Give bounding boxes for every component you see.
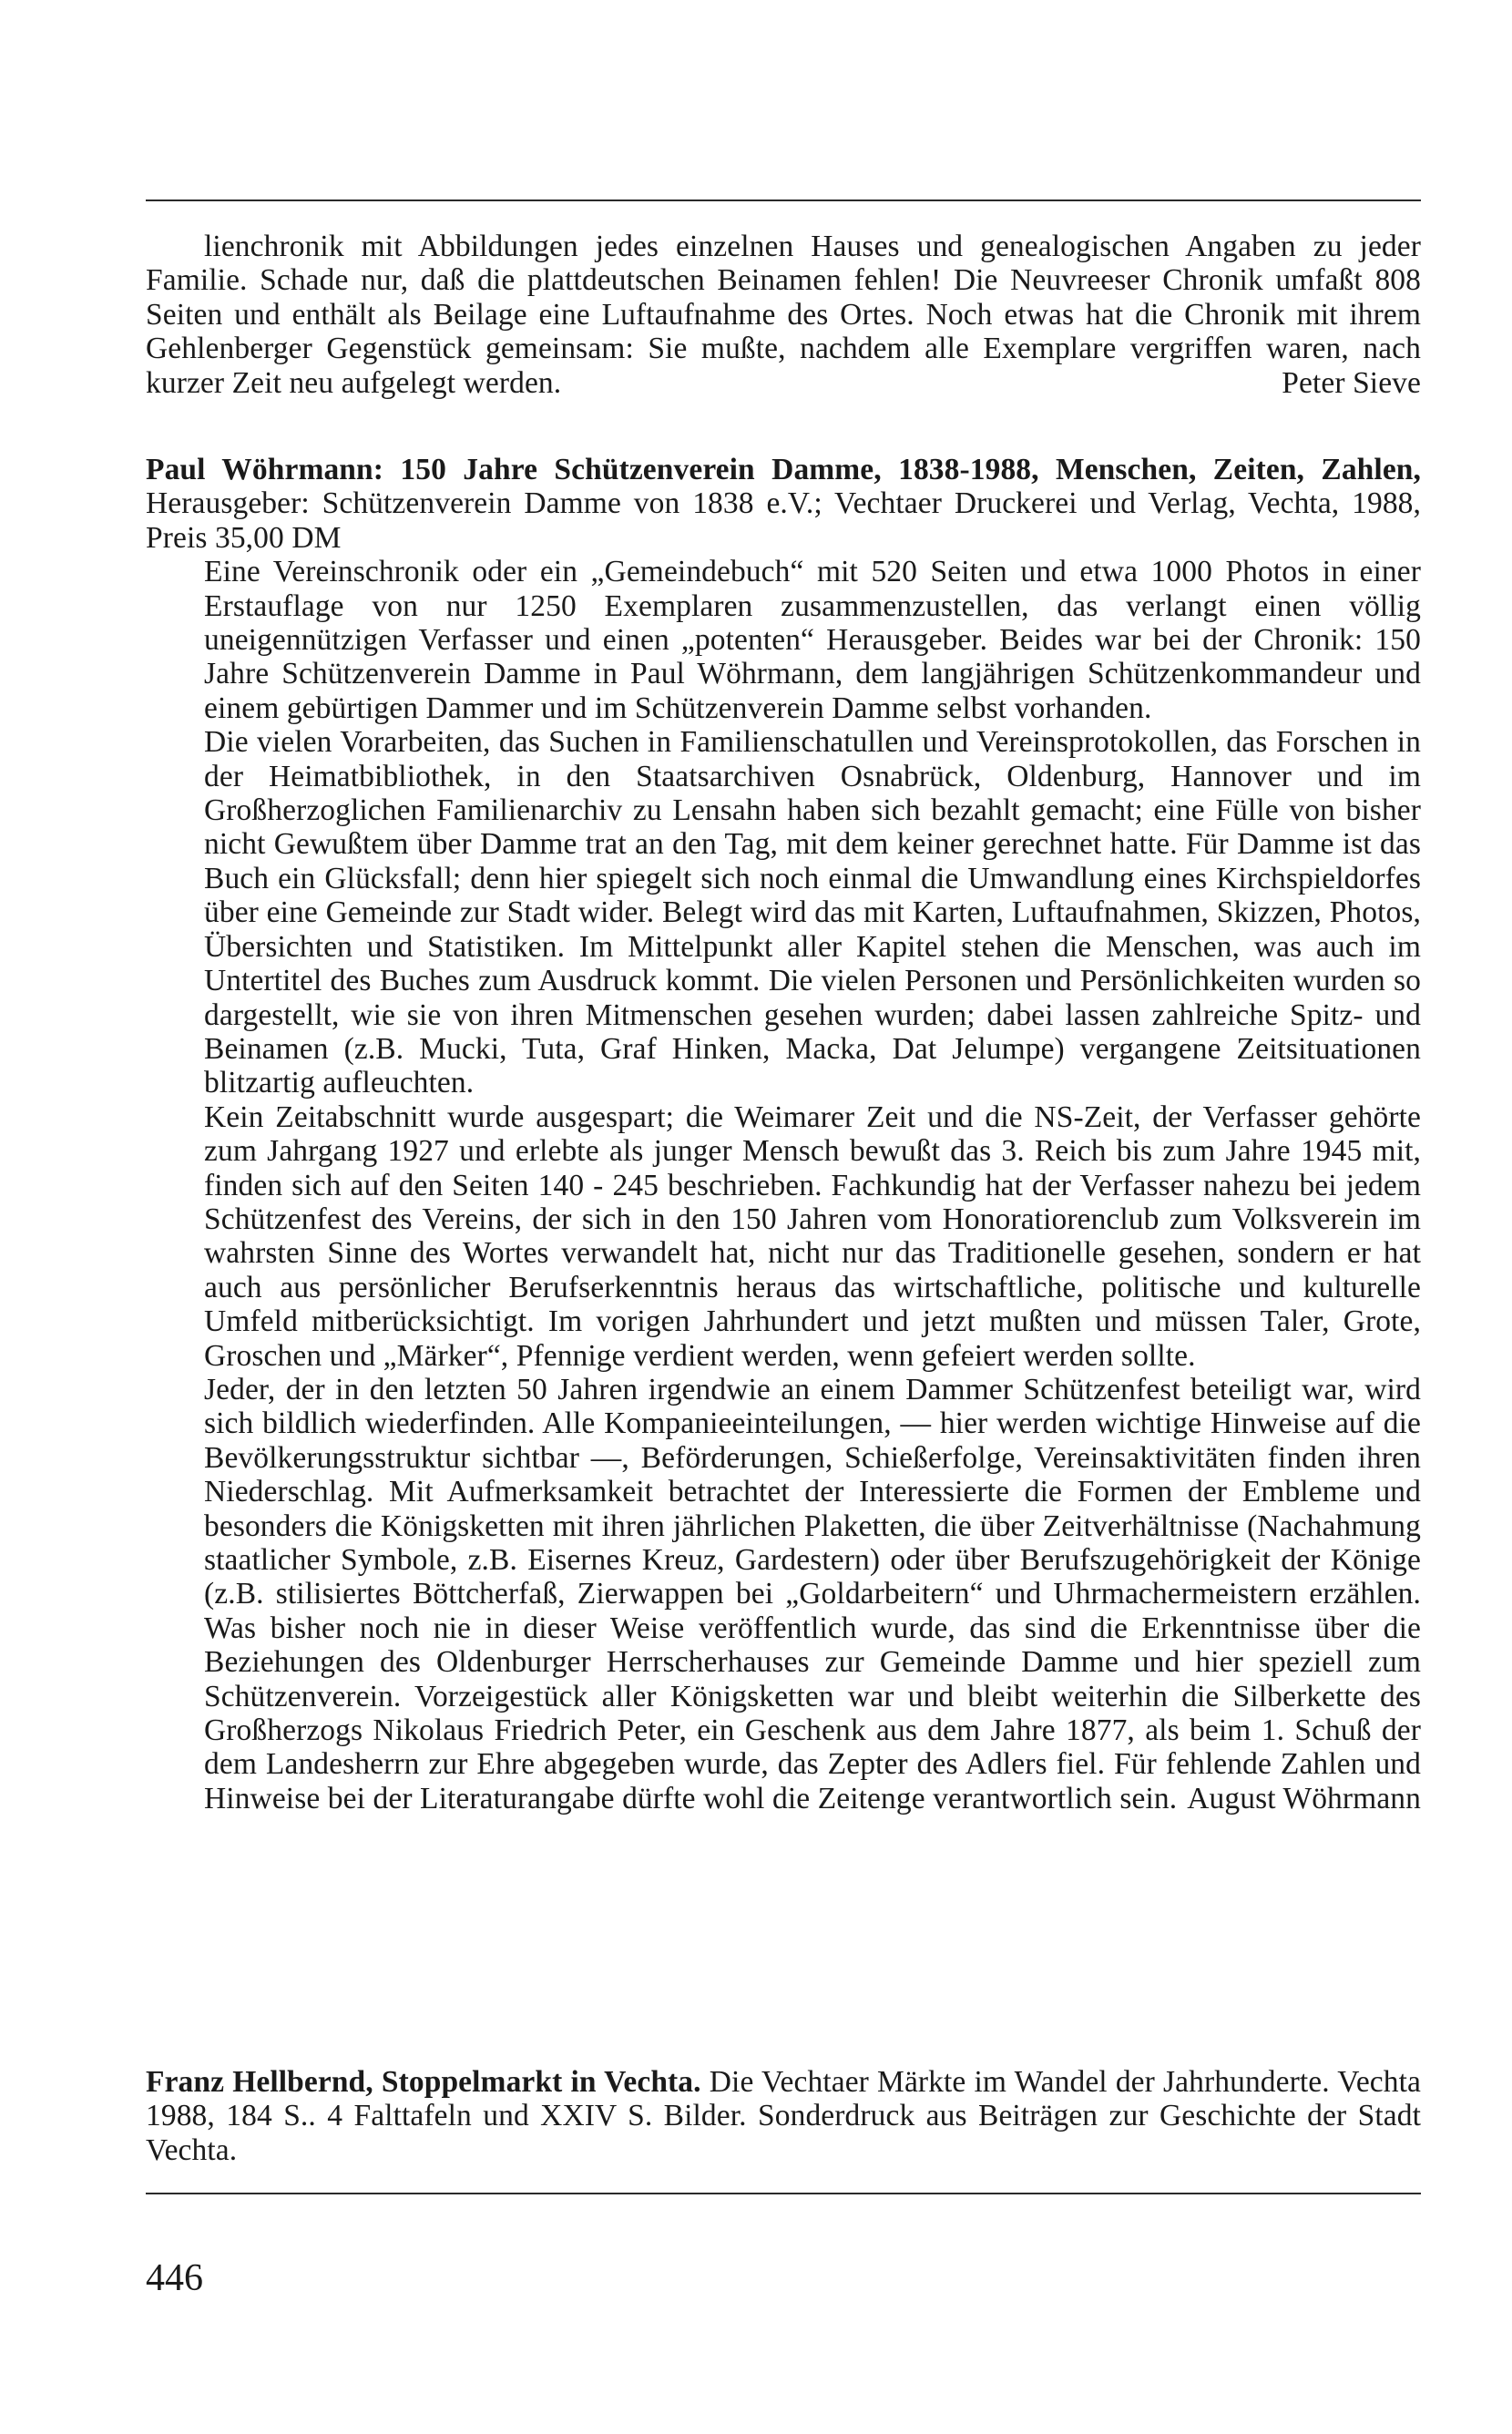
review-woehrmann-paragraph-2: Die vielen Vorarbeiten, das Suchen in Familienschatullen und Vereinsprotokollen, das Forschen in der Heimatbibliothek, in den Staatsarchiven Osnabrück, Oldenburg, Hannover und im Großherzoglichen Familienarchiv zu Lensahn haben sich bezahlt gemacht; eine Fülle von bisher nicht Gewußtem über Damme trat an den Tag, mit dem keiner gerechnet hatte. Für Damme ist das Buch ein Glücksfall; denn hier spiegelt sich noch einmal die Umwandlung eines Kirchspieldorfes über eine Gemeinde zur Stadt wider. Belegt wird das mit Karten, Luftaufnahmen, Skizzen, Photos, Übersichten und Statistiken. Im Mittelpunkt aller Kapitel stehen die Menschen, was auch im Untertitel des Buches zum Ausdruck kommt. Die vielen Personen und Persönlichkeiten wurden so dargestellt, wie sie von ihren Mitmenschen gesehen wurden; dabei lassen zahlreiche Spitz- und Beinamen (z.B. Mucki, Tuta, Graf Hinken, Macka, Dat Jelumpe) vergangene Zeitsituationen blitzartig aufleuchten.: [204, 725, 1421, 1100]
review-hellbernd-heading: [146, 2065, 1421, 2167]
review-woehrmann-body: [146, 555, 1421, 1815]
continuation-paragraph: [146, 230, 1421, 400]
review-woehrmann-title: Paul Wöhrmann: 150 Jahre Schützenverein Damme, 1838-1988, Menschen, Zeiten, Zahlen,: [146, 453, 1421, 486]
continuation-text: lienchronik mit Abbildungen jedes einzelnen Hauses und genealogischen Angaben zu jeder Familie. Schade nur, daß die plattdeutschen Beinamen fehlen! Die Neuvreeser Chronik umfaßt 808 Seiten und enthält als Beilage eine Luftaufnahme des Ortes. Noch etwas hat die Chronik mit ihrem Gehlenberger Gegenstück gemeinsam: Sie mußte, nachdem alle Exemplare vergriffen waren, nach kurzer Zeit neu aufgelegt werden.: [146, 230, 1421, 400]
review-woehrmann-signature: August Wöhrmann: [1187, 1781, 1421, 1815]
review-woehrmann-paragraph-4: [204, 1373, 1421, 1815]
review-woehrmann-heading: [146, 453, 1421, 555]
review-woehrmann: [146, 453, 1421, 1815]
continuation-review: [146, 230, 1421, 400]
page-number: 446: [146, 2257, 203, 2299]
review-woehrmann-publication: Herausgeber: Schützenverein Damme von 1838 e.V.; Vechtaer Druckerei und Verlag, Vechta, 1988, Preis 35,00 DM: [146, 486, 1421, 555]
review-hellbernd-publication: Die Vechtaer Märkte im Wandel der Jahrhunderte. Vechta 1988, 184 S.. 4 Falttafeln und XXIV S. Bilder. Sonderdruck aus Beiträgen zur Geschichte der Stadt Vechta.: [146, 2065, 1421, 2167]
review-woehrmann-paragraph-4-text: Jeder, der in den letzten 50 Jahren irgendwie an einem Dammer Schützenfest beteiligt war, wird sich bildlich wiederfinden. Alle Kompanieeinteilungen, — hier werden wichtige Hinweise auf die Bevölkerungsstruktur sichtbar —, Beförderungen, Schießerfolge, Vereinsaktivitäten finden ihren Niederschlag. Mit Aufmerksamkeit betrachtet der Interessierte die Formen der Embleme und besonders die Königsketten mit ihren jährlichen Plaketten, die über Zeitverhältnisse (Nachahmung staatlicher Symbole, z.B. Eisernes Kreuz, Gardestern) oder über Berufszugehörigkeit der Könige (z.B. stilisiertes Böttcherfaß, Zierwappen bei „Goldarbeitern“ und Uhrmachermeistern erzählen. Was bisher noch nie in dieser Weise veröffentlich wurde, das sind die Erkenntnisse über die Beziehungen des Oldenburger Herrscherhauses zur Gemeinde Damme und hier speziell zum Schützenverein. Vorzeigestück aller Königsketten war und bleibt weiterhin die Silberkette des Großherzogs Nikolaus Friedrich Peter, ein Geschenk aus dem Jahre 1877, als beim 1. Schuß der dem Landesherrn zur Ehre abgegeben wurde, das Zepter des Adlers fiel. Für fehlende Zahlen und Hinweise bei der Literaturangabe dürfte wohl die Zeitenge verantwortlich sein.: [204, 1372, 1421, 1815]
review-hellbernd: [146, 2065, 1421, 2167]
bottom-rule: [146, 2193, 1421, 2194]
continuation-signature: Peter Sieve: [1282, 365, 1421, 400]
review-hellbernd-title: Franz Hellbernd, Stoppelmarkt in Vechta.: [146, 2065, 701, 2099]
review-woehrmann-paragraph-3: Kein Zeitabschnitt wurde ausgespart; die Weimarer Zeit und die NS-Zeit, der Verfasser gehörte zum Jahrgang 1927 und erlebte als junger Mensch bewußt das 3. Reich bis zum Jahre 1945 mit, finden sich auf den Seiten 140 - 245 beschrieben. Fachkundig hat der Verfasser nahezu bei jedem Schützenfest des Vereins, der sich in den 150 Jahren vom Honoratiorenclub zum Volksverein im wahrsten Sinne des Wortes verwandelt hat, nicht nur das Traditionelle gesehen, sondern er hat auch aus persönlicher Berufserkenntnis heraus das wirtschaftliche, politische und kulturelle Umfeld mitberücksichtigt. Im vorigen Jahrhundert und jetzt mußten und müssen Taler, Grote, Groschen und „Märker“, Pfennige verdient werden, wenn gefeiert werden sollte.: [204, 1099, 1421, 1373]
review-woehrmann-paragraph-1: Eine Vereinschronik oder ein „Gemeindebuch“ mit 520 Seiten und etwa 1000 Photos in einer Erstauflage von nur 1250 Exemplaren zusammenzustellen, das verlangt einen völlig uneigennützigen Verfasser und einen „potenten“ Herausgeber. Beides war bei der Chronik: 150 Jahre Schützenverein Damme in Paul Wöhrmann, dem langjährigen Schützenkommandeur und einem gebürtigen Dammer und im Schützenverein Damme selbst vorhanden.: [204, 555, 1421, 725]
top-rule: [146, 199, 1421, 201]
